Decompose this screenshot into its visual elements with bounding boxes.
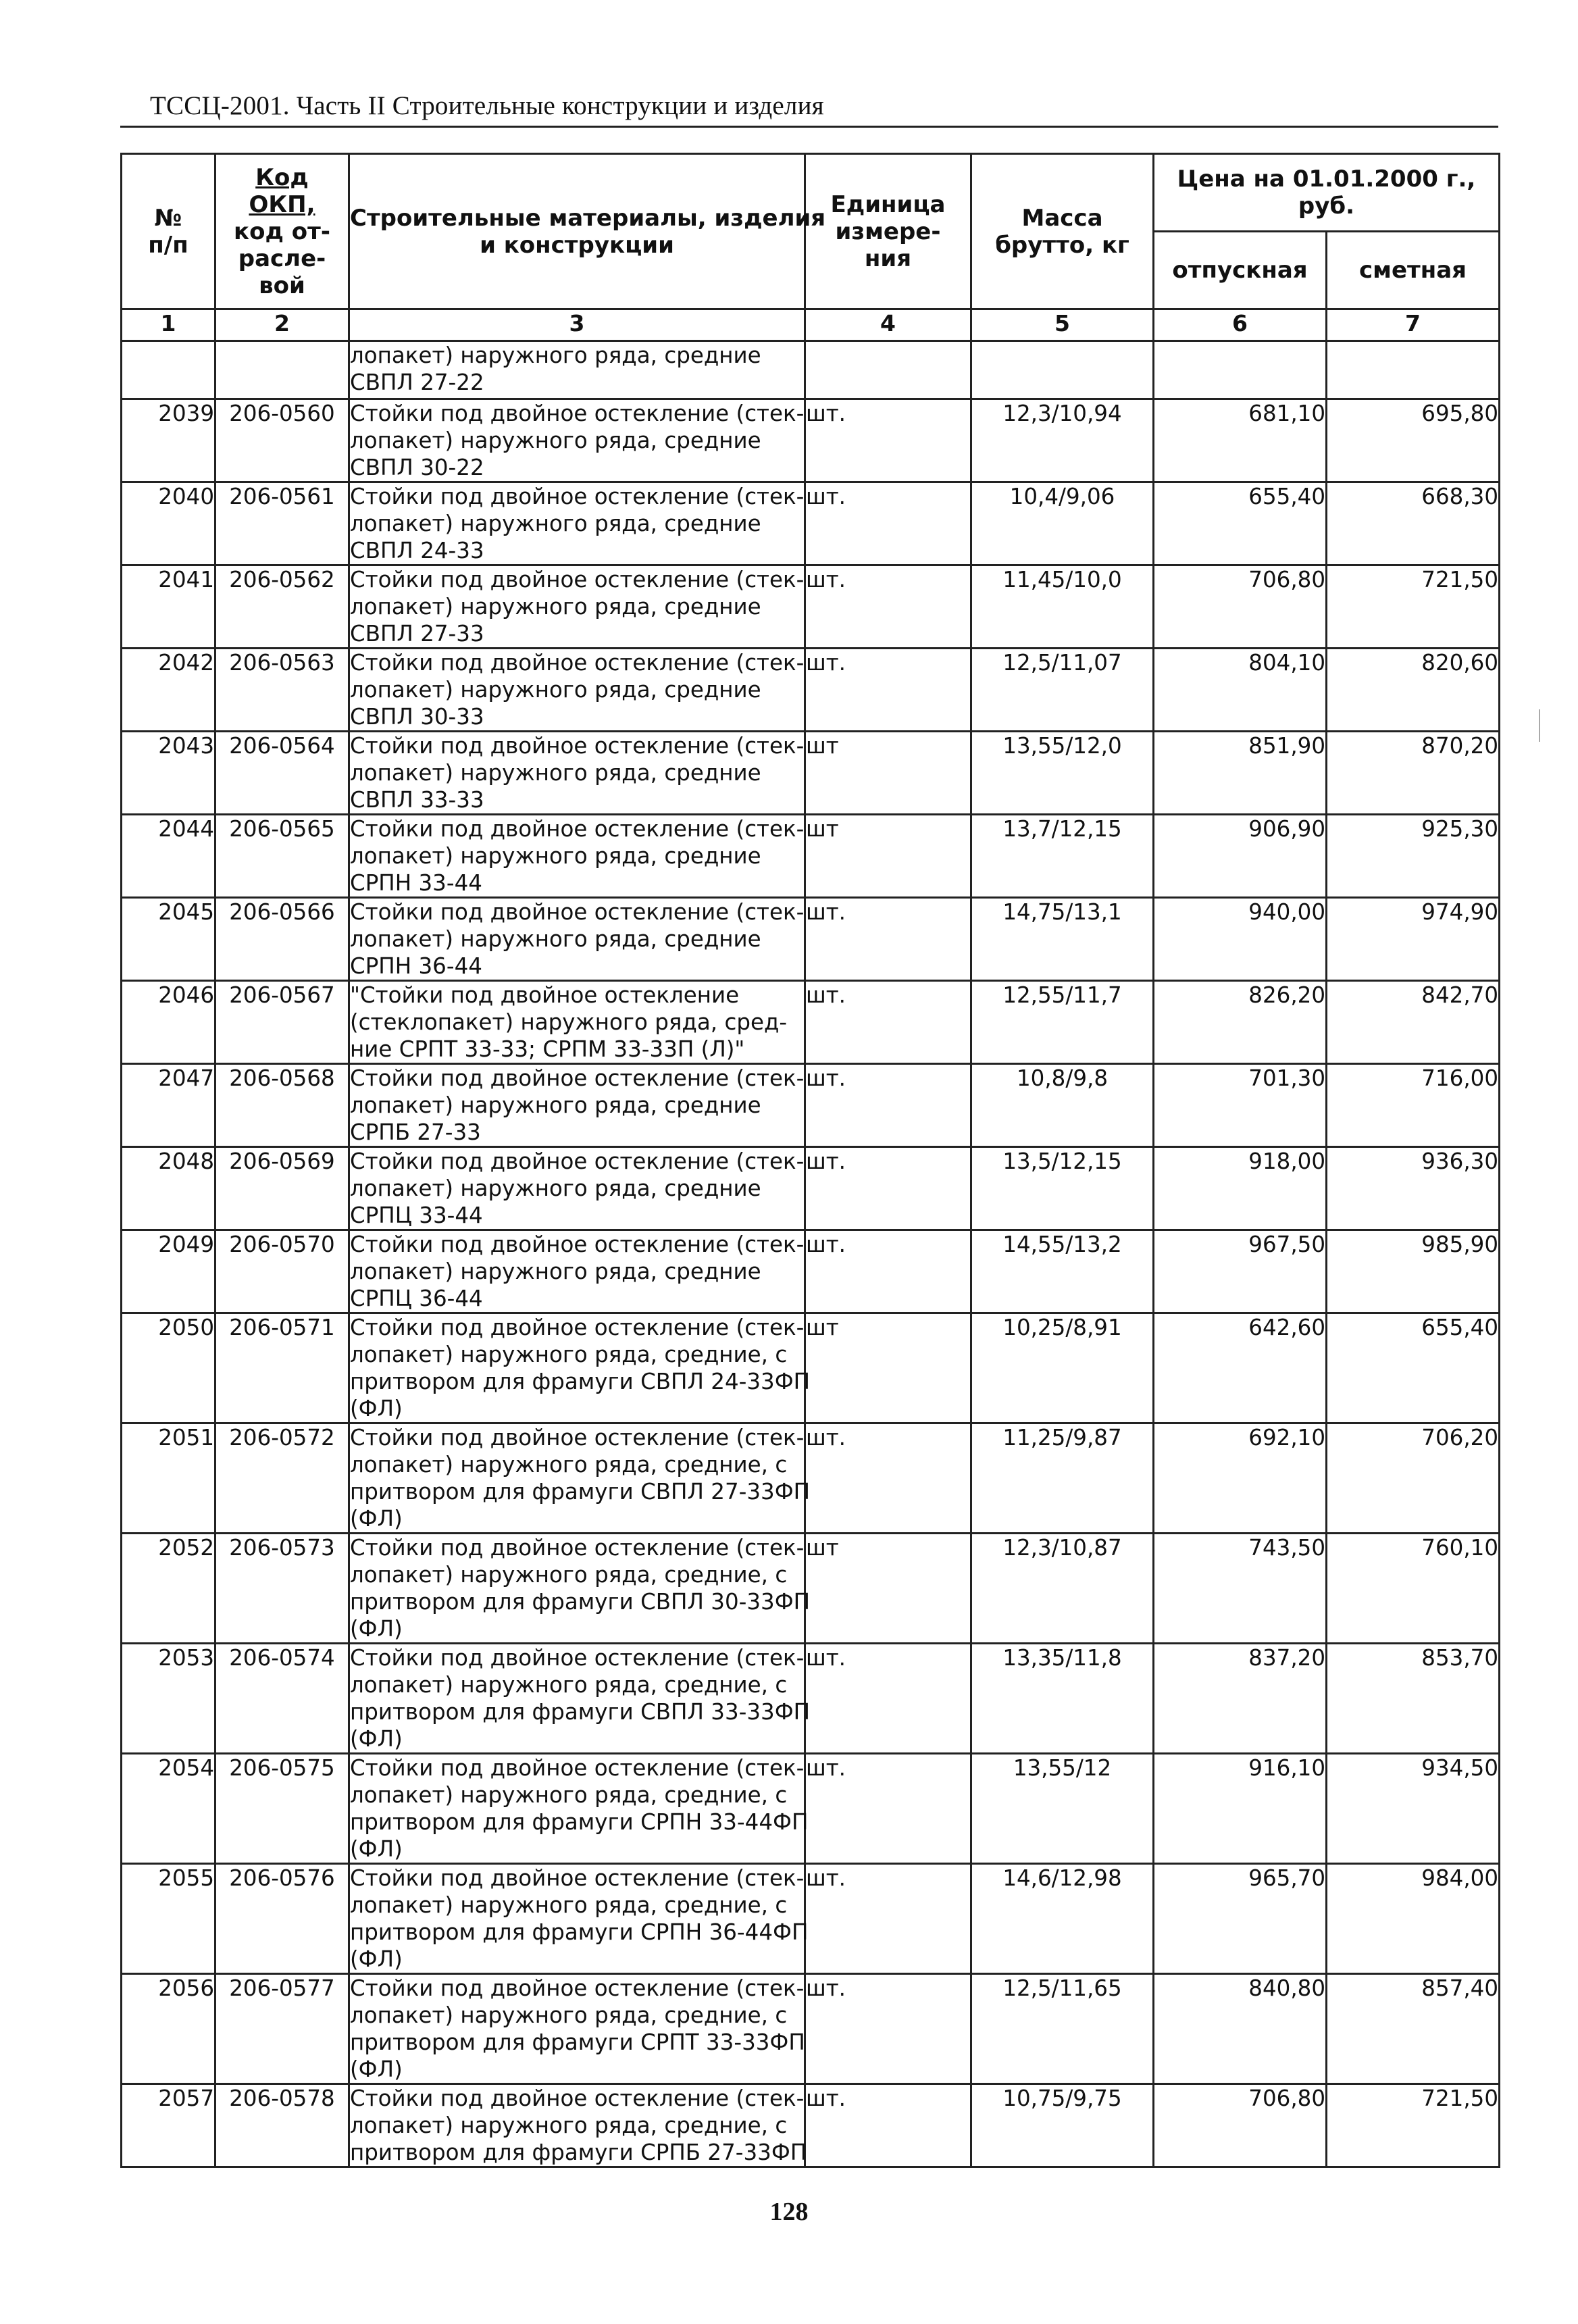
row-unit: шт bbox=[805, 1313, 971, 1423]
column-number: 7 bbox=[1327, 309, 1500, 341]
row-price-release: 826,20 bbox=[1154, 981, 1327, 1064]
row-name-line: Стойки под двойное остекление (стек- bbox=[350, 1315, 805, 1340]
row-name-line: притвором для фрамуги СРПН 36-44ФП bbox=[350, 1919, 809, 1945]
row-name-line: (ФЛ) bbox=[350, 1726, 403, 1752]
row-name-line: (ФЛ) bbox=[350, 2056, 403, 2082]
row-number: 2042 bbox=[122, 649, 215, 732]
table-row bbox=[122, 1534, 1500, 1644]
row-name-line: Стойки под двойное остекление (стек- bbox=[350, 1065, 805, 1091]
table-row bbox=[122, 981, 1500, 1064]
row-unit: шт. bbox=[805, 1644, 971, 1754]
row-price-release: 701,30 bbox=[1154, 1064, 1327, 1147]
row-number: 2057 bbox=[122, 2084, 215, 2167]
col-header-mass: Масса брутто, кг bbox=[971, 154, 1154, 309]
row-price-release: 906,90 bbox=[1154, 815, 1327, 898]
row-price-release: 965,70 bbox=[1154, 1864, 1327, 1974]
row-name-line: (ФЛ) bbox=[350, 1616, 403, 1642]
row-number: 2039 bbox=[122, 399, 215, 482]
row-price-release: 692,10 bbox=[1154, 1423, 1327, 1534]
row-mass: 10,8/9,8 bbox=[971, 1064, 1154, 1147]
row-name-line: лопакет) наружного ряда, средние bbox=[350, 1092, 761, 1118]
row-price-estimate: 721,50 bbox=[1327, 2084, 1500, 2167]
row-name-line: лопакет) наружного ряда, средние bbox=[350, 926, 761, 952]
row-name-line: СРПЦ 36-44 bbox=[350, 1286, 483, 1311]
row-name-line: Стойки под двойное остекление (стек- bbox=[350, 401, 805, 426]
row-number: 2050 bbox=[122, 1313, 215, 1423]
row-mass bbox=[971, 341, 1154, 399]
row-unit: шт. bbox=[805, 981, 971, 1064]
row-price-release: 706,80 bbox=[1154, 565, 1327, 649]
table-row bbox=[122, 2084, 1500, 2167]
table-row bbox=[122, 1423, 1500, 1534]
row-name bbox=[349, 565, 805, 649]
row-mass: 12,55/11,7 bbox=[971, 981, 1154, 1064]
row-unit: шт. bbox=[805, 1864, 971, 1974]
row-name-line: лопакет) наружного ряда, средние, с bbox=[350, 2113, 788, 2138]
row-name-line: (стеклопакет) наружного ряда, сред- bbox=[350, 1009, 788, 1035]
row-unit: шт bbox=[805, 1534, 971, 1644]
col-header-unit: Единица измере- ния bbox=[805, 154, 971, 309]
table-row bbox=[122, 732, 1500, 815]
row-code bbox=[215, 341, 349, 399]
row-number: 2046 bbox=[122, 981, 215, 1064]
row-name-line: притвором для фрамуги СРПБ 27-33ФП bbox=[350, 2140, 807, 2165]
row-price-estimate: 925,30 bbox=[1327, 815, 1500, 898]
column-number: 2 bbox=[215, 309, 349, 341]
row-code: 206-0571 bbox=[215, 1313, 349, 1423]
row-code: 206-0577 bbox=[215, 1974, 349, 2084]
row-unit: шт. bbox=[805, 1230, 971, 1313]
table-row bbox=[122, 1974, 1500, 2084]
row-name-line: Стойки под двойное остекление (стек- bbox=[350, 1755, 805, 1781]
row-name-line: Стойки под двойное остекление (стек- bbox=[350, 1865, 805, 1891]
row-mass: 14,55/13,2 bbox=[971, 1230, 1154, 1313]
row-code: 206-0565 bbox=[215, 815, 349, 898]
row-unit: шт. bbox=[805, 1147, 971, 1230]
row-price-release: 681,10 bbox=[1154, 399, 1327, 482]
row-name bbox=[349, 1754, 809, 1864]
row-price-release: 642,60 bbox=[1154, 1313, 1327, 1423]
row-unit: шт. bbox=[805, 1423, 971, 1534]
row-name-line: "Стойки под двойное остекление bbox=[350, 982, 740, 1008]
row-price-estimate: 936,30 bbox=[1327, 1147, 1500, 1230]
row-price-release: 851,90 bbox=[1154, 732, 1327, 815]
row-code: 206-0567 bbox=[215, 981, 349, 1064]
row-name bbox=[349, 1644, 811, 1754]
row-name bbox=[349, 2084, 805, 2167]
row-mass: 13,7/12,15 bbox=[971, 815, 1154, 898]
row-name bbox=[349, 341, 805, 399]
row-mass: 13,55/12 bbox=[971, 1754, 1154, 1864]
row-unit: шт bbox=[805, 815, 971, 898]
row-price-release: 743,50 bbox=[1154, 1534, 1327, 1644]
row-number bbox=[122, 341, 215, 399]
row-name bbox=[349, 1534, 811, 1644]
row-name-line: Стойки под двойное остекление (стек- bbox=[350, 1535, 805, 1561]
row-price-estimate: 853,70 bbox=[1327, 1644, 1500, 1754]
row-name-line: СРПН 36-44 bbox=[350, 953, 482, 979]
row-name bbox=[349, 732, 805, 815]
row-code: 206-0560 bbox=[215, 399, 349, 482]
row-code: 206-0574 bbox=[215, 1644, 349, 1754]
row-unit: шт. bbox=[805, 898, 971, 981]
row-price-release: 916,10 bbox=[1154, 1754, 1327, 1864]
table-row bbox=[122, 1754, 1500, 1864]
row-name bbox=[349, 981, 805, 1064]
row-price-release: 655,40 bbox=[1154, 482, 1327, 565]
row-name-line: притвором для фрамуги СВПЛ 33-33ФП bbox=[350, 1699, 811, 1725]
row-code: 206-0570 bbox=[215, 1230, 349, 1313]
running-title: ТССЦ-2001. Часть II Строительные конструкции и изделия bbox=[150, 91, 824, 120]
row-name bbox=[349, 898, 805, 981]
row-name-line: Стойки под двойное остекление (стек- bbox=[350, 650, 805, 676]
row-code: 206-0562 bbox=[215, 565, 349, 649]
row-price-release: 918,00 bbox=[1154, 1147, 1327, 1230]
row-mass: 13,55/12,0 bbox=[971, 732, 1154, 815]
row-price-estimate: 974,90 bbox=[1327, 898, 1500, 981]
row-price-release: 967,50 bbox=[1154, 1230, 1327, 1313]
row-name-line: (ФЛ) bbox=[350, 1396, 403, 1421]
row-price-estimate: 695,80 bbox=[1327, 399, 1500, 482]
row-name-line: лопакет) наружного ряда, средние bbox=[350, 343, 761, 368]
column-number: 1 bbox=[122, 309, 215, 341]
row-number: 2045 bbox=[122, 898, 215, 981]
table-row bbox=[122, 898, 1500, 981]
row-unit: шт bbox=[805, 732, 971, 815]
row-unit bbox=[805, 341, 971, 399]
row-name-line: Стойки под двойное остекление (стек- bbox=[350, 567, 805, 592]
col-header-price-group: Цена на 01.01.2000 г., руб. bbox=[1154, 154, 1500, 232]
row-unit: шт. bbox=[805, 1974, 971, 2084]
row-name bbox=[349, 1864, 809, 1974]
row-mass: 12,5/11,65 bbox=[971, 1974, 1154, 2084]
row-name-line: лопакет) наружного ряда, средние, с bbox=[350, 1342, 788, 1367]
row-price-release: 837,20 bbox=[1154, 1644, 1327, 1754]
row-price-estimate: 716,00 bbox=[1327, 1064, 1500, 1147]
row-number: 2054 bbox=[122, 1754, 215, 1864]
row-name-line: притвором для фрамуги СВПЛ 24-33ФП bbox=[350, 1369, 811, 1394]
row-price-estimate: 934,50 bbox=[1327, 1754, 1500, 1864]
row-name-line: лопакет) наружного ряда, средние bbox=[350, 677, 761, 703]
row-price-release: 804,10 bbox=[1154, 649, 1327, 732]
row-code: 206-0566 bbox=[215, 898, 349, 981]
row-name-line: притвором для фрамуги СВПЛ 30-33ФП bbox=[350, 1589, 811, 1615]
row-name bbox=[349, 399, 805, 482]
row-name-line: СРПН 33-44 bbox=[350, 870, 482, 896]
row-name-line: лопакет) наружного ряда, средние bbox=[350, 428, 761, 453]
row-code: 206-0561 bbox=[215, 482, 349, 565]
row-code: 206-0573 bbox=[215, 1534, 349, 1644]
column-number-row bbox=[122, 309, 1500, 341]
row-name-line: Стойки под двойное остекление (стек- bbox=[350, 1975, 805, 2001]
row-number: 2041 bbox=[122, 565, 215, 649]
row-name-line: лопакет) наружного ряда, средние, с bbox=[350, 1892, 788, 1918]
row-name-line: лопакет) наружного ряда, средние bbox=[350, 1259, 761, 1284]
row-name-line: лопакет) наружного ряда, средние bbox=[350, 594, 761, 620]
row-name-line: лопакет) наружного ряда, средние, с bbox=[350, 1672, 788, 1698]
row-name-line: притвором для фрамуги СВПЛ 27-33ФП bbox=[350, 1479, 811, 1505]
row-code: 206-0576 bbox=[215, 1864, 349, 1974]
row-unit: шт. bbox=[805, 1754, 971, 1864]
row-name bbox=[349, 1974, 805, 2084]
row-name-line: лопакет) наружного ряда, средние, с bbox=[350, 2002, 788, 2028]
col-header-name: Строительные материалы, изделия и конструкции bbox=[349, 154, 805, 309]
row-unit: шт. bbox=[805, 1064, 971, 1147]
price-table bbox=[120, 153, 1500, 2168]
row-name-line: Стойки под двойное остекление (стек- bbox=[350, 484, 805, 509]
table-row bbox=[122, 649, 1500, 732]
row-code: 206-0569 bbox=[215, 1147, 349, 1230]
row-name bbox=[349, 815, 805, 898]
row-mass: 10,25/8,91 bbox=[971, 1313, 1154, 1423]
row-price-estimate: 870,20 bbox=[1327, 732, 1500, 815]
col-header-number: № п/п bbox=[122, 154, 215, 309]
scan-mark bbox=[1539, 709, 1540, 742]
page-number: 128 bbox=[769, 2198, 809, 2226]
row-number: 2055 bbox=[122, 1864, 215, 1974]
table-row bbox=[122, 1064, 1500, 1147]
row-price-release: 940,00 bbox=[1154, 898, 1327, 981]
row-name bbox=[349, 1230, 805, 1313]
row-name-line: лопакет) наружного ряда, средние bbox=[350, 843, 761, 869]
row-unit: шт. bbox=[805, 565, 971, 649]
row-name-line: притвором для фрамуги СРПН 33-44ФП bbox=[350, 1809, 809, 1835]
row-code: 206-0572 bbox=[215, 1423, 349, 1534]
column-number: 4 bbox=[805, 309, 971, 341]
row-name-line: Стойки под двойное остекление (стек- bbox=[350, 1425, 805, 1450]
table-row bbox=[122, 399, 1500, 482]
row-mass: 10,4/9,06 bbox=[971, 482, 1154, 565]
row-number: 2052 bbox=[122, 1534, 215, 1644]
row-name bbox=[349, 1064, 805, 1147]
col-header-code: Код ОКП, код от- расле- вой bbox=[215, 154, 349, 309]
row-name-line: СВПЛ 27-33 bbox=[350, 621, 484, 647]
row-mass: 11,45/10,0 bbox=[971, 565, 1154, 649]
row-mass: 14,6/12,98 bbox=[971, 1864, 1154, 1974]
row-name-line: СВПЛ 33-33 bbox=[350, 787, 484, 813]
row-price-release bbox=[1154, 341, 1327, 399]
row-number: 2044 bbox=[122, 815, 215, 898]
row-mass: 13,35/11,8 bbox=[971, 1644, 1154, 1754]
row-name bbox=[349, 1423, 811, 1534]
row-price-estimate: 706,20 bbox=[1327, 1423, 1500, 1534]
row-name-line: лопакет) наружного ряда, средние bbox=[350, 760, 761, 786]
row-number: 2040 bbox=[122, 482, 215, 565]
row-mass: 12,3/10,87 bbox=[971, 1534, 1154, 1644]
row-number: 2049 bbox=[122, 1230, 215, 1313]
row-name-line: (ФЛ) bbox=[350, 1836, 403, 1862]
row-unit: шт. bbox=[805, 399, 971, 482]
col-header-price-release: отпускная bbox=[1154, 232, 1327, 309]
header-rule bbox=[120, 126, 1498, 128]
table-row bbox=[122, 1864, 1500, 1974]
row-price-estimate: 655,40 bbox=[1327, 1313, 1500, 1423]
row-name-line: лопакет) наружного ряда, средние, с bbox=[350, 1562, 788, 1588]
table-row bbox=[122, 1313, 1500, 1423]
column-number: 5 bbox=[971, 309, 1154, 341]
row-name-line: лопакет) наружного ряда, средние bbox=[350, 1176, 761, 1201]
row-name-line: СРПЦ 33-44 bbox=[350, 1203, 483, 1228]
row-name bbox=[349, 649, 805, 732]
row-unit: шт. bbox=[805, 482, 971, 565]
row-name bbox=[349, 1313, 811, 1423]
table-row bbox=[122, 1230, 1500, 1313]
row-name-line: Стойки под двойное остекление (стек- bbox=[350, 1148, 805, 1174]
row-price-estimate: 760,10 bbox=[1327, 1534, 1500, 1644]
col-header-price-estimate: сметная bbox=[1327, 232, 1500, 309]
row-name-line: СВПЛ 30-22 bbox=[350, 455, 484, 480]
row-name-line: СРПБ 27-33 bbox=[350, 1119, 481, 1145]
row-name-line: Стойки под двойное остекление (стек- bbox=[350, 2086, 805, 2111]
table-row bbox=[122, 1644, 1500, 1754]
column-number: 3 bbox=[349, 309, 805, 341]
row-mass: 10,75/9,75 bbox=[971, 2084, 1154, 2167]
row-number: 2043 bbox=[122, 732, 215, 815]
row-number: 2047 bbox=[122, 1064, 215, 1147]
row-price-estimate: 668,30 bbox=[1327, 482, 1500, 565]
column-number: 6 bbox=[1154, 309, 1327, 341]
row-code: 206-0568 bbox=[215, 1064, 349, 1147]
row-name-line: (ФЛ) bbox=[350, 1946, 403, 1972]
row-price-estimate: 820,60 bbox=[1327, 649, 1500, 732]
row-number: 2051 bbox=[122, 1423, 215, 1534]
row-code: 206-0563 bbox=[215, 649, 349, 732]
row-price-estimate: 842,70 bbox=[1327, 981, 1500, 1064]
row-name-line: лопакет) наружного ряда, средние, с bbox=[350, 1452, 788, 1477]
row-name-line: Стойки под двойное остекление (стек- bbox=[350, 1232, 805, 1257]
row-name bbox=[349, 482, 805, 565]
row-name-line: Стойки под двойное остекление (стек- bbox=[350, 816, 805, 842]
table-row bbox=[122, 482, 1500, 565]
row-name-line: СВПЛ 24-33 bbox=[350, 538, 484, 563]
row-number: 2056 bbox=[122, 1974, 215, 2084]
row-name-line: Стойки под двойное остекление (стек- bbox=[350, 1645, 805, 1671]
row-price-estimate: 721,50 bbox=[1327, 565, 1500, 649]
table-row bbox=[122, 1147, 1500, 1230]
row-code: 206-0564 bbox=[215, 732, 349, 815]
row-price-release: 840,80 bbox=[1154, 1974, 1327, 2084]
row-number: 2048 bbox=[122, 1147, 215, 1230]
row-code: 206-0578 bbox=[215, 2084, 349, 2167]
row-name-line: СВПЛ 30-33 bbox=[350, 704, 484, 730]
row-price-estimate: 984,00 bbox=[1327, 1864, 1500, 1974]
row-unit: шт. bbox=[805, 649, 971, 732]
row-price-estimate: 857,40 bbox=[1327, 1974, 1500, 2084]
row-mass: 11,25/9,87 bbox=[971, 1423, 1154, 1534]
row-name bbox=[349, 1147, 805, 1230]
table-row bbox=[122, 341, 1500, 399]
row-unit: шт. bbox=[805, 2084, 971, 2167]
row-name-line: СВПЛ 27-22 bbox=[350, 370, 484, 395]
row-number: 2053 bbox=[122, 1644, 215, 1754]
row-code: 206-0575 bbox=[215, 1754, 349, 1864]
row-name-line: лопакет) наружного ряда, средние, с bbox=[350, 1782, 788, 1808]
row-price-release: 706,80 bbox=[1154, 2084, 1327, 2167]
row-mass: 13,5/12,15 bbox=[971, 1147, 1154, 1230]
row-name-line: ние СРПТ 33-33; СРПМ 33-33П (Л)" bbox=[350, 1036, 745, 1062]
row-mass: 12,5/11,07 bbox=[971, 649, 1154, 732]
row-name-line: лопакет) наружного ряда, средние bbox=[350, 511, 761, 536]
table-row bbox=[122, 565, 1500, 649]
row-mass: 12,3/10,94 bbox=[971, 399, 1154, 482]
row-name-line: (ФЛ) bbox=[350, 1506, 403, 1532]
table-row bbox=[122, 815, 1500, 898]
row-name-line: Стойки под двойное остекление (стек- bbox=[350, 899, 805, 925]
row-name-line: притвором для фрамуги СРПТ 33-33ФП bbox=[350, 2029, 805, 2055]
row-price-estimate bbox=[1327, 341, 1500, 399]
row-mass: 14,75/13,1 bbox=[971, 898, 1154, 981]
row-price-estimate: 985,90 bbox=[1327, 1230, 1500, 1313]
row-name-line: Стойки под двойное остекление (стек- bbox=[350, 733, 805, 759]
